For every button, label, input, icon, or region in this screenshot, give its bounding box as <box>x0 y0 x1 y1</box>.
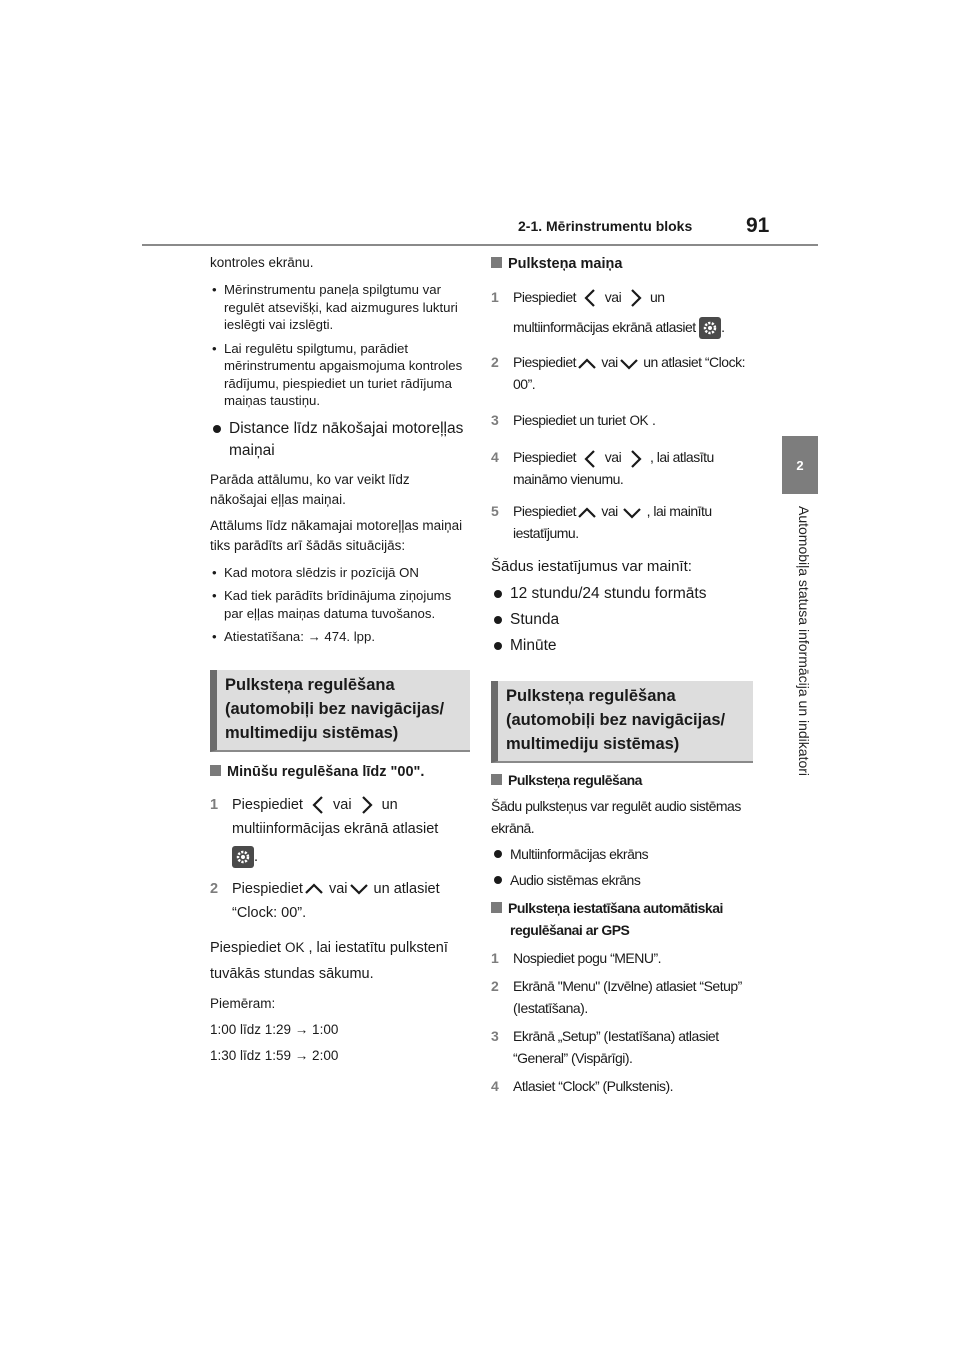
list-item: Stunda <box>491 609 753 631</box>
square-bullet-icon <box>210 765 221 776</box>
chevron-left-icon <box>584 450 596 468</box>
step-4: 4 Piespiediet vai , lai atlasītu maināmo vienumu. <box>491 449 714 488</box>
chevron-left-icon <box>584 289 596 307</box>
chevron-right-icon <box>361 796 373 814</box>
step-2: 2 Ekrānā "Menu" (Izvēlne) atlasiet “Setup” (Iestatīšana). <box>491 978 742 1017</box>
chevron-down-icon <box>620 358 638 370</box>
step-1: 1 Piespiediet vai un multiinformācijas ekrānā atlasiet . <box>210 793 470 869</box>
dot-heading: Distance līdz nākošajai motoreļļas maiņai <box>210 418 470 462</box>
example-row: 1:00 līdz 1:29 → 1:00 <box>210 1021 339 1037</box>
sub-heading: Pulksteņa regulēšana <box>491 769 753 791</box>
right-column <box>491 252 753 1097</box>
chevron-left-icon <box>312 796 324 814</box>
paragraph: Šādu pulksteņus var regulēt audio sistēmas ekrānā. <box>491 798 741 837</box>
step-1: 1 Piespiediet vai un multiinformācijas ekrānā atlasiet . <box>491 285 753 339</box>
paragraph: Piespiediet OK , lai iestatītu pulkstenī tuvākās stundas sākumu. <box>210 935 470 987</box>
section-box-title: Pulksteņa regulēšana (automobiļi bez navigācijas/ multimediju sistēmas) <box>491 681 753 763</box>
section-title: 2-1. Mērinstrumentu bloks <box>518 218 693 234</box>
section-box-title: Pulksteņa regulēšana (automobiļi bez navigācijas/ multimediju sistēmas) <box>210 670 470 752</box>
example-label: Piemēram: <box>210 995 276 1011</box>
square-bullet-icon <box>491 902 502 913</box>
intro-text: kontroles ekrānu. <box>210 255 314 270</box>
step-3: 3 Piespiediet un turiet OK . <box>491 409 753 432</box>
chevron-up-icon <box>578 358 596 370</box>
chevron-down-icon <box>350 883 368 895</box>
list-item: • Atiestatīšana: → 474. lpp. <box>210 628 470 646</box>
list-item: • Kad motora slēdzis ir pozīcijā ON <box>210 564 470 582</box>
list-item: Audio sistēmas ekrāns <box>491 869 753 891</box>
step-5: 5 Piespiediet vai , lai mainītu iestatījumu. <box>491 503 712 542</box>
header-rule <box>142 244 818 246</box>
list-item: • Mērinstrumentu paneļa spilgtumu var regulēt atsevišķi, kad aizmugures lukturi ieslēgti vai izslēgti. <box>210 281 470 334</box>
chevron-down-icon <box>623 507 641 519</box>
sub-heading: Pulksteņa maiņa <box>491 254 753 275</box>
step-3: 3 Ekrānā „Setup” (Iestatīšana) atlasiet “General” (Vispārīgi). <box>491 1028 719 1067</box>
left-column <box>210 252 470 1065</box>
list-item: Minūte <box>491 635 753 657</box>
gear-icon <box>699 317 721 339</box>
list-item: • Lai regulētu spilgtumu, parādiet mērinstrumentu apgaismojuma kontroles rādījumu, piespiediet un turiet rādījuma maiņas taustiņu. <box>210 340 470 410</box>
list-item: Multiinformācijas ekrāns <box>491 843 753 865</box>
page-number: 91 <box>746 214 770 237</box>
list-item: • Kad tiek parādīts brīdinājuma ziņojums par eļļas maiņas datuma tuvošanos. <box>210 587 470 622</box>
square-bullet-icon <box>491 774 502 785</box>
chapter-tab: 2 <box>782 436 818 494</box>
sub-heading: Pulksteņa iestatīšana automātiskai regulēšanai ar GPS <box>491 897 753 941</box>
chapter-title: Automobiļa statusa informācija un indikatori <box>796 506 812 777</box>
chevron-up-icon <box>305 883 323 895</box>
chevron-up-icon <box>578 507 596 519</box>
ok-button-glyph: OK <box>284 939 305 955</box>
sub-heading: Minūšu regulēšana līdz "00". <box>210 762 470 783</box>
step-2: 2 Piespiediet vai un atlasiet “Clock: 00”. <box>491 354 745 393</box>
chevron-right-icon <box>630 289 642 307</box>
paragraph: Attālums līdz nākamajai motoreļļas maiņai tiks parādīts arī šādās situācijās: <box>210 517 463 553</box>
ok-button-glyph: OK <box>629 413 648 429</box>
paragraph: Šādus iestatījumus var mainīt: <box>491 558 692 576</box>
gear-icon <box>232 846 254 868</box>
example-row: 1:30 līdz 1:59 → 2:00 <box>210 1047 339 1063</box>
step-4: 4 Atlasiet “Clock” (Pulkstenis). <box>491 1078 674 1095</box>
step-1: 1 Nospiediet pogu “MENU”. <box>491 950 662 967</box>
list-item: 12 stundu/24 stundu formāts <box>491 583 753 605</box>
square-bullet-icon <box>491 257 502 268</box>
chevron-right-icon <box>630 450 642 468</box>
paragraph: Parāda attālumu, ko var veikt līdz nākošajai eļļas maiņai. <box>210 471 410 507</box>
step-2: 2 Piespiediet vai un atlasiet “Clock: 00”. <box>210 880 440 921</box>
